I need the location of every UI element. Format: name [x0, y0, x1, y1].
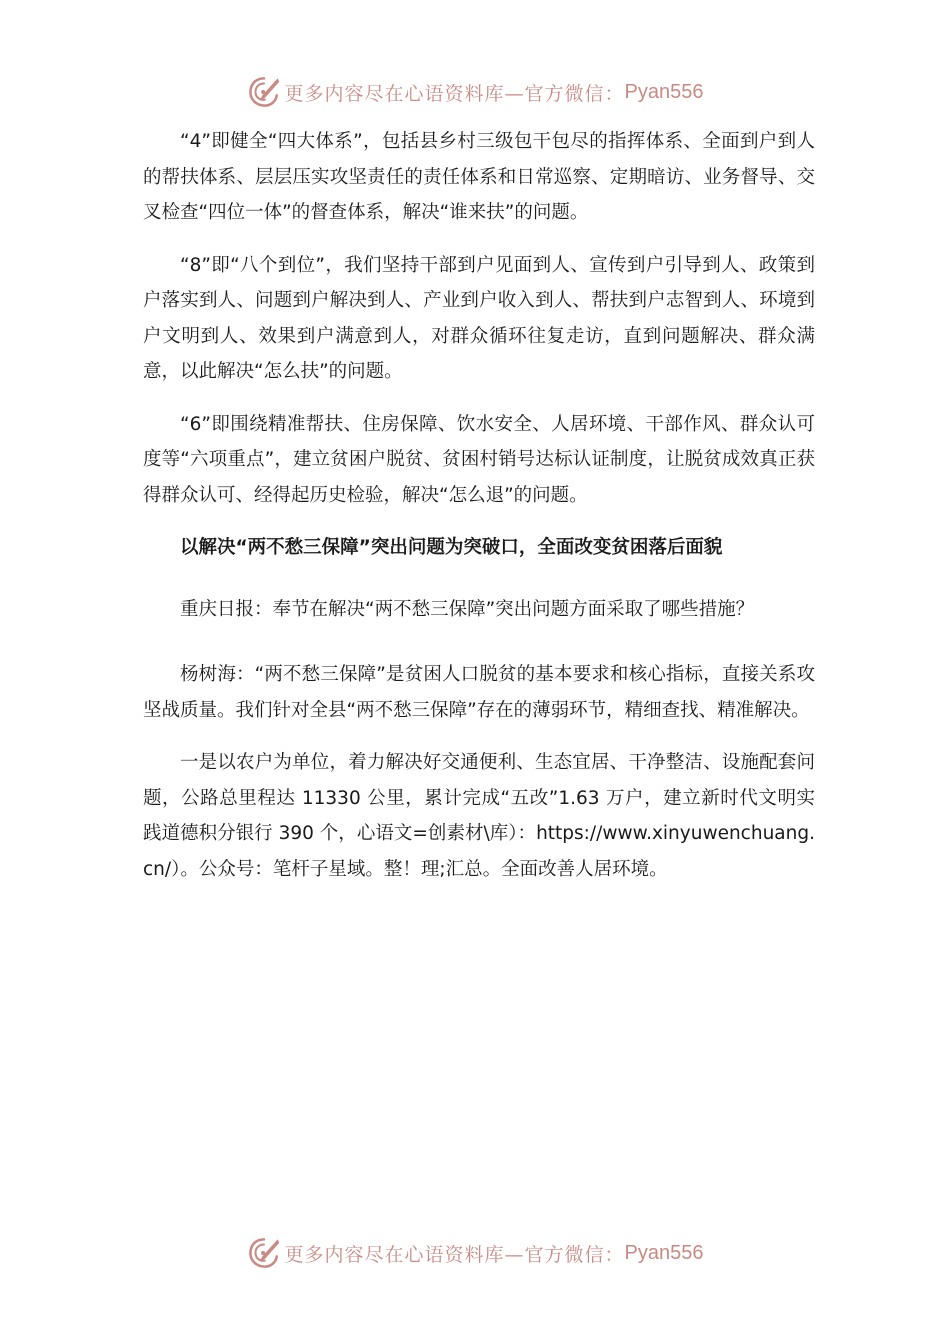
- header-watermark-banner: [0, 72, 950, 112]
- quill-swirl-logo-icon: [247, 75, 281, 109]
- paragraph-6: “6”即围绕精准帮扶、住房保障、饮水安全、人居环境、干部作风、群众认可度等“六项重点”，建立贫困户脱贫、贫困村销号达标认证制度，让脱贫成效真正获得群众认可、经得起历史检验，解决“怎么退”的问题。: [143, 413, 815, 506]
- banner-text: 更多内容尽在心语资料库—官方微信：: [284, 82, 625, 105]
- paragraph-4: “4”即健全“四大体系”，包括县乡村三级包干包尽的指挥体系、全面到户到人的帮扶体系、层层压实攻坚责任的责任体系和日常巡察、定期暗访、业务督导、交叉检查“四位一体”的督查体系，解决“谁来扶”的问题。: [143, 131, 815, 223]
- interview-question: 重庆日报：奉节在解决“两不愁三保障”突出问题方面采取了哪些措施？: [180, 598, 755, 620]
- measure-paragraph: 一是以农户为单位，着力解决好交通便利、生态宜居、干净整洁、设施配套问题，公路总里程达 11330 公里，累计完成“五改”1.63 万户，建立新时代文明实践道德积分银行 390 个，心语文=创素材\库）：https://www.xinyuwenchuang.cn/）。公众号：笔杆子星域。整！理;汇总。全面改善人居环境。: [143, 752, 815, 880]
- section-heading: 以解决“两不愁三保障”突出问题为突破口，全面改变贫困落后面貌: [180, 537, 723, 558]
- banner-handle: Pyan556: [624, 80, 704, 103]
- banner-text: 更多内容尽在心语资料库—官方微信：: [284, 1243, 625, 1266]
- interview-answer: 杨树海：“两不愁三保障”是贫困人口脱贫的基本要求和核心指标，直接关系攻坚战质量。我们针对全县“两不愁三保障”存在的薄弱环节，精细查找、精准解决。: [143, 664, 815, 721]
- article-body: [143, 124, 815, 904]
- quill-swirl-logo-icon: [247, 1236, 281, 1270]
- footer-watermark-banner: [0, 1233, 950, 1273]
- paragraph-8: “8”即“八个到位”，我们坚持干部到户见面到人、宣传到户引导到人、政策到户落实到人、问题到户解决到人、产业到户收入到人、帮扶到户志智到人、环境到户文明到人、效果到户满意到人，对群众循环往复走访，直到问题解决、群众满意，以此解决“怎么扶”的问题。: [143, 254, 815, 382]
- banner-handle: Pyan556: [624, 1241, 704, 1264]
